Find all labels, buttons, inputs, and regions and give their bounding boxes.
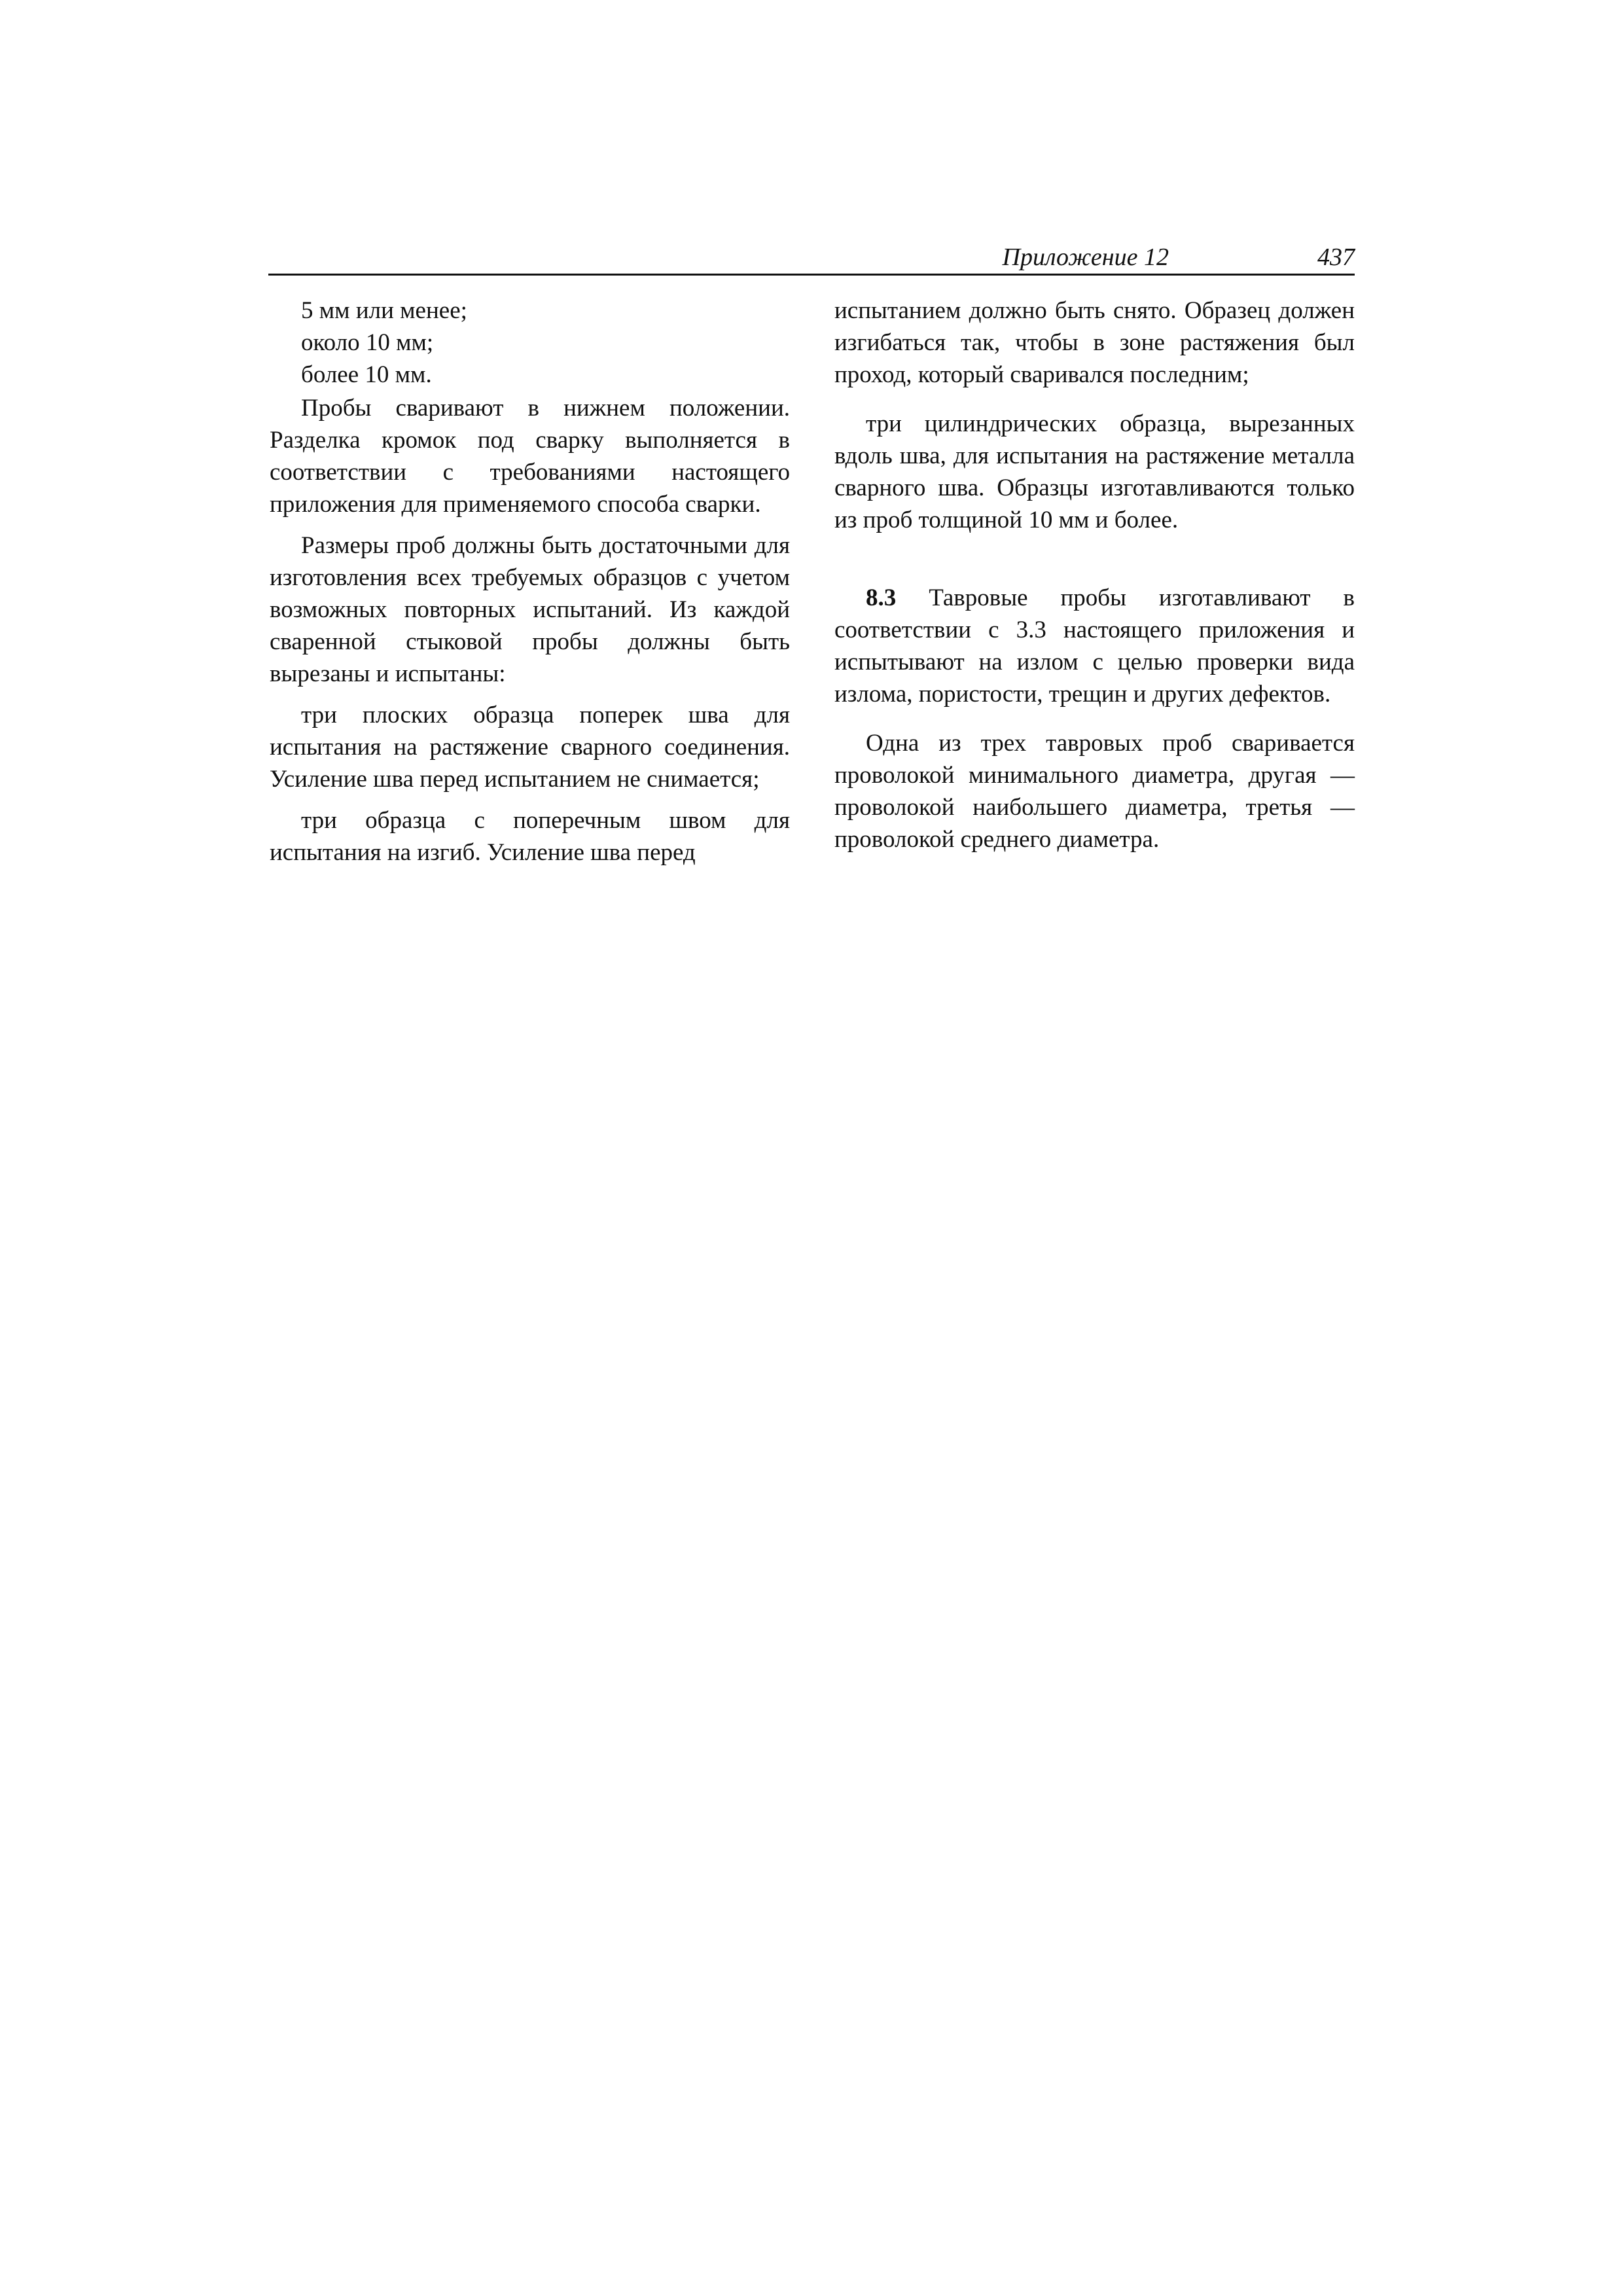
section-text: Тавровые пробы изготавливают в соответствии с 3.3 настоящего приложения и испытывают на излом с целью проверки вида излома, пористости, трещин и других дефектов. (834, 584, 1355, 708)
paragraph: Размеры проб должны быть достаточными для изготовления всех требуемых образцов с учетом возможных повторных испытаний. Из каждой сваренной стыковой пробы должны быть вырезаны и испытаны: (270, 532, 790, 687)
page-header (268, 241, 1355, 276)
paragraph: три образца с поперечным швом для испытания на изгиб. Усиление шва перед (270, 807, 790, 866)
paragraph: три цилиндрических образца, вырезанных вдоль шва, для испытания на растяжение металла сварного шва. Образцы изготавливаются только из проб толщиной 10 мм и более. (834, 410, 1355, 533)
paragraph: Пробы сваривают в нижнем положении. Разделка кромок под сварку выполняется в соответствии с требованиями настоящего приложения для применяемого способа сварки. (270, 395, 790, 518)
paragraph: три плоских образца поперек шва для испытания на растяжение сварного соединения. Усиление шва перед испытанием не снимается; (270, 702, 790, 793)
paragraph: Одна из трех тавровых проб сваривается проволокой минимального диаметра, другая — проволокой наибольшего диаметра, третья — проволокой среднего диаметра. (834, 730, 1355, 853)
section-number: 8.3 (866, 584, 897, 611)
right-column (834, 295, 1355, 865)
list-item: более 10 мм. (301, 361, 432, 388)
list-item: 5 мм или менее; (301, 297, 467, 324)
paragraph-continuation: испытанием должно быть снято. Образец должен изгибаться так, чтобы в зоне растяжения был проход, который сваривался последним; (834, 297, 1355, 388)
section-8-3 (834, 582, 1355, 710)
page-number: 437 (1317, 243, 1355, 271)
list-item: около 10 мм; (301, 329, 434, 356)
running-title: Приложение 12 (1002, 243, 1169, 271)
left-column (270, 295, 790, 878)
